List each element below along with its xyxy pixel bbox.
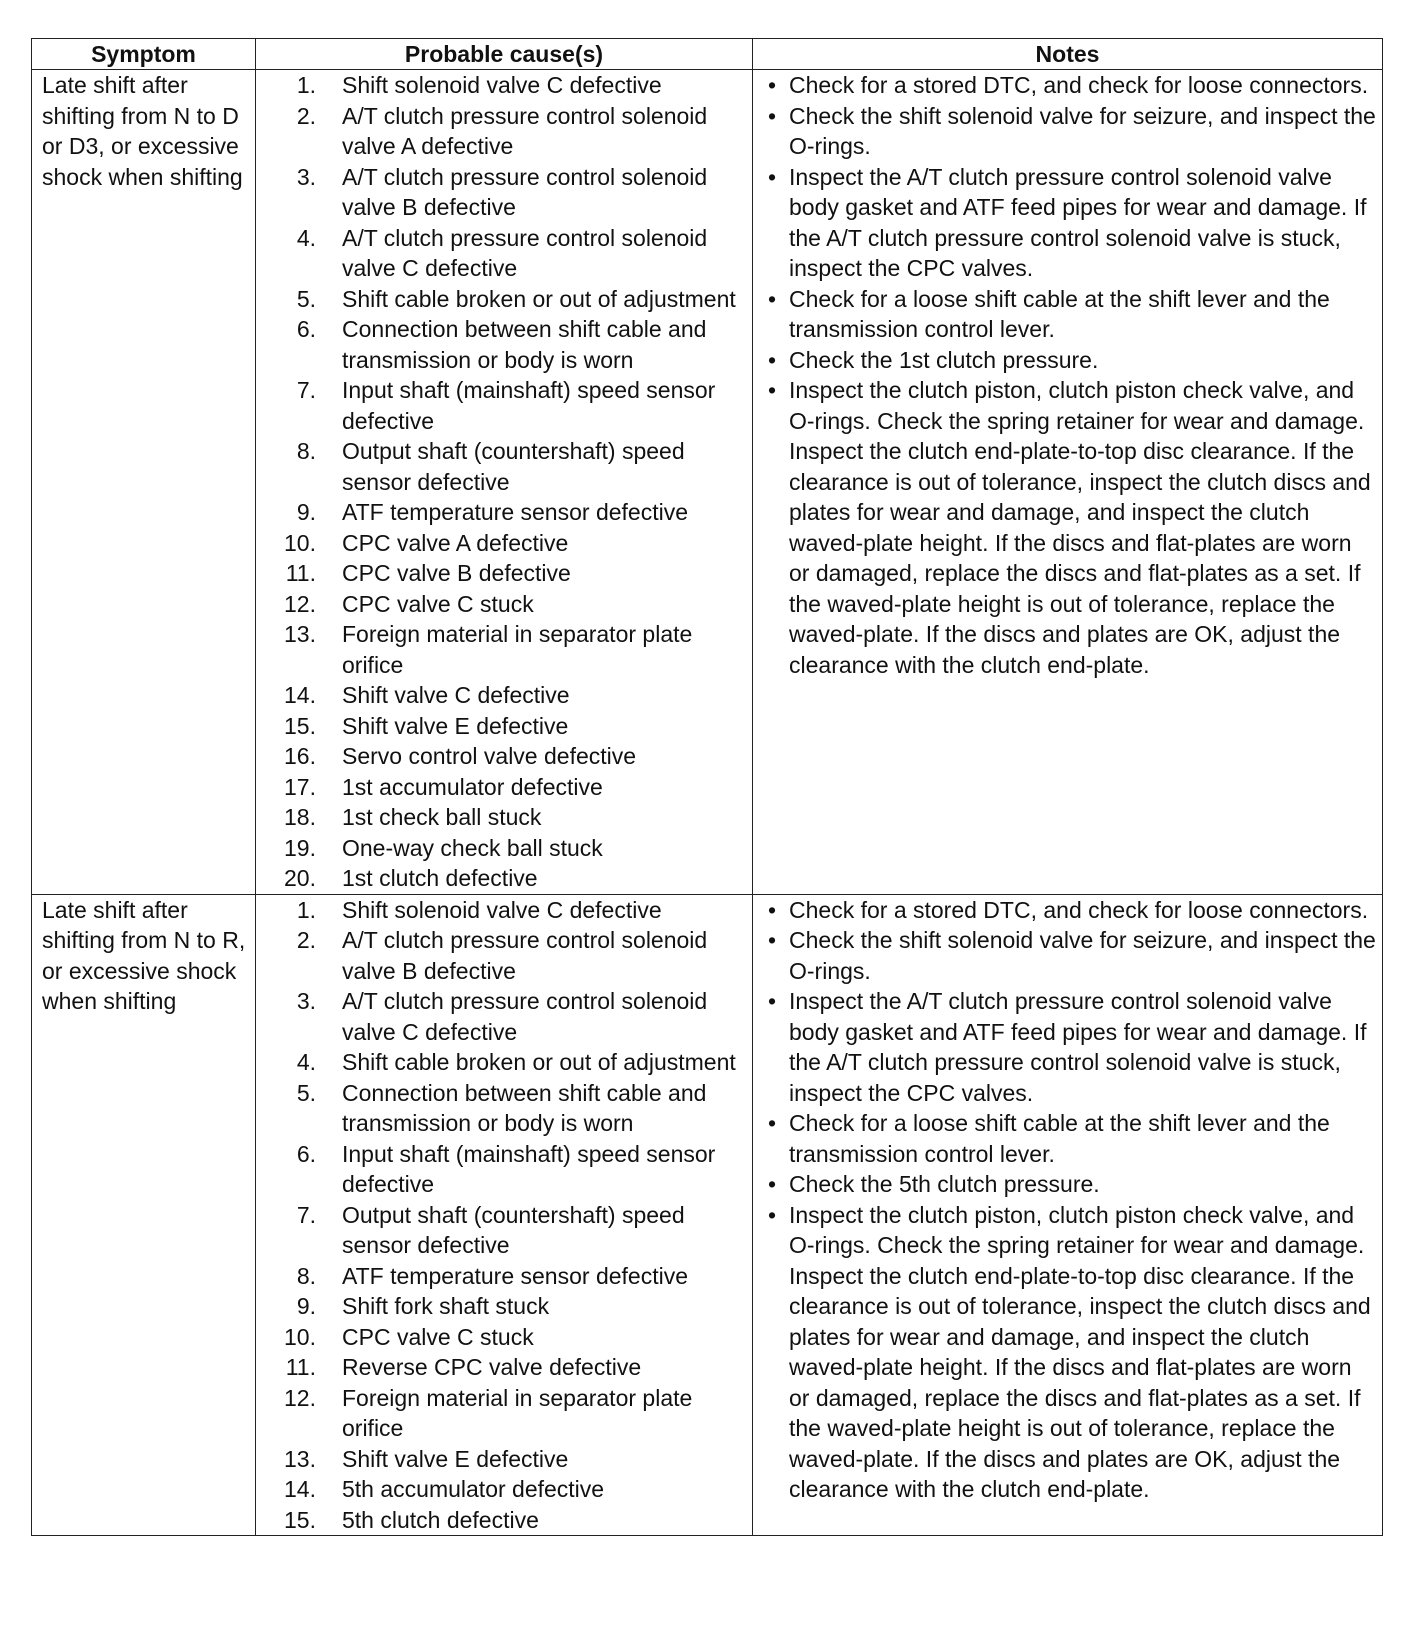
cause-text: Shift valve C defective — [342, 682, 570, 708]
cause-item — [256, 925, 748, 986]
table-body — [32, 70, 1383, 1536]
cause-number: 10. — [284, 529, 316, 556]
cause-item — [256, 986, 748, 1047]
cause-text: Reverse CPC valve defective — [342, 1354, 642, 1380]
cause-item — [256, 162, 748, 223]
cause-item — [256, 1505, 748, 1536]
cause-item — [256, 1261, 748, 1292]
cause-item — [256, 558, 748, 589]
cause-number: 5. — [296, 1079, 316, 1106]
cause-text: Shift valve E defective — [342, 1445, 569, 1472]
cause-number: 2. — [296, 927, 316, 953]
cause-text: Output shaft (countershaft) speed sensor defective — [342, 1201, 685, 1258]
cause-text: Connection between shift cable and transmission or body is worn — [342, 316, 707, 373]
cause-text: One-way check ball stuck — [342, 834, 603, 861]
cause-number: 9. — [296, 1293, 316, 1319]
cause-item — [256, 1139, 748, 1200]
cause-list — [256, 895, 748, 1536]
cause-number: 7. — [296, 1201, 316, 1228]
cause-number: 12. — [284, 1384, 316, 1411]
cause-number: 13. — [284, 1445, 316, 1472]
cause-text: A/T clutch pressure control solenoid valve C defective — [342, 224, 708, 281]
cause-number: 2. — [296, 102, 316, 129]
cause-item — [256, 223, 748, 284]
header-row — [32, 39, 1383, 70]
cause-number: 1. — [296, 896, 316, 923]
cause-item — [256, 1444, 748, 1475]
causes-cell — [256, 70, 753, 895]
cause-item — [256, 680, 748, 711]
cause-text: A/T clutch pressure control solenoid valve C defective — [342, 988, 708, 1045]
cause-item — [256, 497, 748, 528]
symptom-cell: Late shift after shifting from N to R, or excessive shock when shifting — [32, 894, 256, 1536]
cause-item — [256, 314, 748, 375]
note-item: • Check for a stored DTC, and check for loose connectors. — [764, 70, 1376, 101]
symptom-cell: Late shift after shifting from N to D or D3, or excessive shock when shifting — [32, 70, 256, 895]
cause-text: CPC valve C stuck — [342, 590, 534, 617]
cause-number: 4. — [296, 1049, 316, 1075]
cause-number: 20. — [284, 865, 316, 891]
cause-number: 10. — [284, 1323, 316, 1350]
cause-text: Shift fork shaft stuck — [342, 1293, 550, 1319]
cause-list — [256, 70, 748, 894]
cause-text: Shift valve E defective — [342, 712, 569, 739]
cause-text: 1st clutch defective — [342, 865, 538, 891]
troubleshooting-table — [31, 38, 1383, 1536]
cause-item — [256, 1383, 748, 1444]
cause-item — [256, 619, 748, 680]
note-item: • Check for a loose shift cable at the shift lever and the transmission control lever. — [764, 1108, 1376, 1169]
cause-number: 19. — [284, 834, 316, 861]
cause-text: CPC valve B defective — [342, 560, 571, 586]
cause-text: CPC valve C stuck — [342, 1323, 534, 1350]
cause-text: Input shaft (mainshaft) speed sensor defective — [342, 1140, 716, 1197]
cause-text: A/T clutch pressure control solenoid valve B defective — [342, 927, 708, 984]
cause-item — [256, 528, 748, 559]
cause-text: 1st accumulator defective — [342, 773, 603, 800]
cause-number: 5. — [296, 285, 316, 312]
cause-text: A/T clutch pressure control solenoid valve B defective — [342, 163, 708, 220]
cause-text: 1st check ball stuck — [342, 804, 542, 830]
note-list — [764, 895, 1376, 1505]
cause-number: 15. — [284, 712, 316, 739]
cause-item — [256, 70, 748, 101]
cause-text: ATF temperature sensor defective — [342, 499, 688, 525]
cause-item — [256, 1078, 748, 1139]
notes-cell — [753, 894, 1383, 1536]
cause-number: 12. — [284, 590, 316, 617]
note-item: • Inspect the A/T clutch pressure control solenoid valve body gasket and ATF feed pipes for wear and damage. If the A/T clutch pressure control solenoid valve is stuck, inspect the CPC valves. — [764, 162, 1376, 284]
cause-number: 17. — [284, 773, 316, 800]
cause-text: A/T clutch pressure control solenoid valve A defective — [342, 102, 708, 159]
causes-cell — [256, 894, 753, 1536]
cause-number: 9. — [296, 499, 316, 525]
cause-text: Connection between shift cable and transmission or body is worn — [342, 1079, 707, 1136]
cause-text: Servo control valve defective — [342, 743, 637, 769]
cause-text: Shift solenoid valve C defective — [342, 896, 662, 923]
cause-number: 13. — [284, 621, 316, 647]
cause-number: 18. — [284, 804, 316, 830]
cause-text: Shift solenoid valve C defective — [342, 72, 662, 98]
cause-text: Output shaft (countershaft) speed sensor defective — [342, 438, 685, 495]
table-row — [32, 70, 1383, 895]
cause-number: 8. — [296, 438, 316, 464]
cause-text: 5th accumulator defective — [342, 1476, 605, 1502]
note-item: • Inspect the A/T clutch pressure control solenoid valve body gasket and ATF feed pipes for wear and damage. If the A/T clutch pressure control solenoid valve is stuck, inspect the CPC valves. — [764, 986, 1376, 1108]
cause-number: 11. — [285, 560, 316, 586]
cause-item — [256, 1474, 748, 1505]
cause-number: 3. — [296, 988, 316, 1014]
cause-item — [256, 1047, 748, 1078]
cause-number: 4. — [296, 224, 316, 251]
cause-number: 14. — [284, 1476, 316, 1502]
cause-item — [256, 1352, 748, 1383]
note-item: • Check the shift solenoid valve for seizure, and inspect the O-rings. — [764, 925, 1376, 986]
cause-item — [256, 895, 748, 926]
note-list — [764, 70, 1376, 680]
cause-number: 16. — [284, 743, 316, 769]
note-item: • Check for a stored DTC, and check for loose connectors. — [764, 895, 1376, 926]
cause-number: 6. — [296, 316, 316, 342]
cause-item — [256, 711, 748, 742]
cause-text: Input shaft (mainshaft) speed sensor defective — [342, 377, 716, 434]
header-notes: Notes — [753, 39, 1383, 70]
cause-item — [256, 1322, 748, 1353]
cause-text: Foreign material in separator plate orifice — [342, 1384, 693, 1441]
notes-cell — [753, 70, 1383, 895]
cause-item — [256, 772, 748, 803]
cause-item — [256, 284, 748, 315]
note-item: • Check for a loose shift cable at the shift lever and the transmission control lever. — [764, 284, 1376, 345]
cause-number: 15. — [284, 1506, 316, 1533]
cause-text: CPC valve A defective — [342, 529, 569, 556]
cause-item — [256, 589, 748, 620]
cause-item — [256, 802, 748, 833]
cause-number: 11. — [285, 1354, 316, 1380]
note-item: • Check the 5th clutch pressure. — [764, 1169, 1376, 1200]
header-probable-causes: Probable cause(s) — [256, 39, 753, 70]
cause-text: Foreign material in separator plate orifice — [342, 621, 693, 678]
cause-item — [256, 741, 748, 772]
note-item: • Check the 1st clutch pressure. — [764, 345, 1376, 376]
cause-item — [256, 375, 748, 436]
note-item: • Inspect the clutch piston, clutch piston check valve, and O-rings. Check the spring retainer for wear and damage. Inspect the clutch end-plate-to-top disc clearance. If the clearance is out of tolerance, inspect the clutch discs and plates for wear and damage, and inspect the clutch waved-plate height. If the discs and flat-plates are worn or damaged, replace the discs and flat-plates as a set. If the waved-plate height is out of tolerance, replace the waved-plate. If the discs and plates are OK, adjust the clearance with the clutch end-plate. — [764, 375, 1376, 680]
cause-item — [256, 436, 748, 497]
cause-number: 3. — [296, 163, 316, 190]
cause-number: 14. — [284, 682, 316, 708]
cause-item — [256, 1200, 748, 1261]
cause-number: 7. — [296, 377, 316, 403]
note-item: • Check the shift solenoid valve for seizure, and inspect the O-rings. — [764, 101, 1376, 162]
cause-text: Shift cable broken or out of adjustment — [342, 285, 736, 312]
cause-text: Shift cable broken or out of adjustment — [342, 1049, 736, 1075]
cause-number: 8. — [296, 1262, 316, 1289]
cause-item — [256, 833, 748, 864]
header-symptom: Symptom — [32, 39, 256, 70]
note-item: • Inspect the clutch piston, clutch piston check valve, and O-rings. Check the spring retainer for wear and damage. Inspect the clutch end-plate-to-top disc clearance. If the clearance is out of tolerance, inspect the clutch discs and plates for wear and damage, and inspect the clutch waved-plate height. If the discs and flat-plates are worn or damaged, replace the discs and flat-plates as a set. If the waved-plate height is out of tolerance, replace the waved-plate. If the discs and plates are OK, adjust the clearance with the clutch end-plate. — [764, 1200, 1376, 1505]
cause-item — [256, 863, 748, 894]
cause-number: 1. — [296, 72, 316, 98]
cause-text: ATF temperature sensor defective — [342, 1262, 688, 1289]
cause-text: 5th clutch defective — [342, 1506, 539, 1533]
table-row — [32, 894, 1383, 1536]
cause-item — [256, 101, 748, 162]
cause-item — [256, 1291, 748, 1322]
cause-number: 6. — [296, 1140, 316, 1167]
